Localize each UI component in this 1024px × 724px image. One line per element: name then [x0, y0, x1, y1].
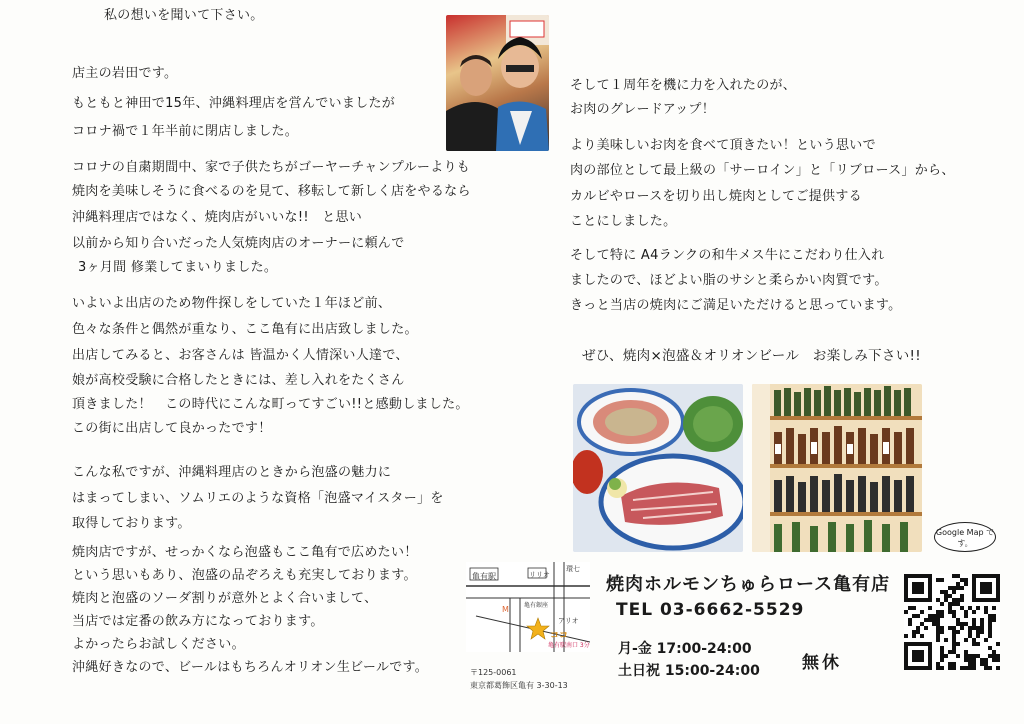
body-text: この街に出店して良かったです！: [72, 421, 272, 436]
body-text: 当店では定番の飲み方になっております。: [72, 614, 324, 629]
body-text: 頂きました！ この時代にこんな町ってすごい!!と感動しました。: [72, 397, 469, 412]
body-text: ことにしました。: [570, 214, 677, 229]
body-text: ましたので、ほどよい脂のサシと柔らかい肉質です。: [570, 273, 888, 288]
body-text: 娘が高校受験に合格したときには、差し入れをたくさん: [72, 373, 405, 388]
google-map-bubble: Google Map です。: [934, 522, 996, 552]
body-text: お肉のグレードアップ！: [570, 102, 716, 117]
body-text: 肉の部位として最上級の「サーロイン」と「リブロース」から、: [570, 163, 955, 178]
body-text: 沖縄料理店ではなく、焼肉店がいいな!! と思い: [72, 210, 363, 225]
body-text: そして１周年を機に力を入れたのが、: [570, 78, 797, 93]
body-text: いよいよ出店のため物件探しをしていた１年ほど前、: [72, 296, 392, 311]
map-lilio-label: リリオ: [529, 571, 550, 579]
body-text: 焼肉を美味しそうに食べるのを見て、移転して新しく店をやるなら: [72, 184, 471, 199]
map-sub-label: 亀有駅南口 3分: [548, 642, 590, 649]
mcdonalds-marker: M: [502, 605, 509, 614]
owner-photo-drawing: [446, 15, 549, 151]
shop-name: 焼肉ホルモンちゅらロース亀有店: [606, 574, 891, 595]
qr-code-drawing: [904, 574, 1000, 670]
meat-platter-photo: [573, 384, 743, 552]
map-ario-label: アリオ: [558, 617, 579, 625]
body-text: もともと神田で15年、沖縄料理店を営んでいましたが: [72, 96, 396, 111]
body-text: よかったらお試しください。: [72, 637, 245, 652]
shop-address: 東京都葛飾区亀有 3-30-13: [470, 681, 568, 690]
qr-code[interactable]: [904, 574, 1000, 670]
intro-text: 店主の岩田です。: [72, 66, 178, 81]
weekday-hours: 月-金 17:00-24:00: [618, 641, 752, 657]
body-text: はまってしまい、ソムリエのような資格「泡盛マイスター」を: [72, 491, 444, 506]
access-map: [466, 562, 590, 668]
body-text: カルビやロースを切り出し焼肉としてご提供する: [570, 189, 862, 204]
body-text: きっと当店の焼肉にご満足いただけると思っています。: [570, 298, 902, 313]
body-text: 色々な条件と偶然が重なり、ここ亀有に出店致しました。: [72, 322, 418, 337]
body-text: という思いもあり、泡盛の品ぞろえも充実しております。: [72, 568, 417, 583]
postal-code: 〒125-0061: [470, 668, 517, 677]
map-station-label: 亀有駅: [472, 572, 496, 581]
awamori-shelf-drawing: [752, 384, 922, 552]
weekend-hours: 土日祝 15:00-24:00: [618, 663, 760, 679]
body-text: そして特に A4ランクの和牛メス牛にこだわり仕入れ: [570, 248, 885, 263]
map-here-label: ココ: [550, 631, 569, 641]
awamori-shelf-photo: [752, 384, 922, 552]
meat-platter-drawing: [573, 384, 743, 552]
closing-text: ぜひ、焼肉×泡盛＆オリオンビール お楽しみ下さい!!: [582, 348, 921, 364]
body-text: こんな私ですが、沖縄料理店のときから泡盛の魅力に: [72, 465, 392, 480]
map-ginza-label: 亀有銀座: [524, 602, 549, 609]
body-text: 取得しております。: [72, 516, 191, 531]
body-text: コロナ禍で１年半前に閉店しました。: [72, 124, 299, 139]
body-text: 以前から知り合いだった人気焼肉店のオーナーに頼んで: [72, 236, 405, 251]
body-text: 沖縄好きなので、ビールはもちろんオリオン生ビールです。: [72, 660, 429, 675]
heading-text: 私の想いを聞いて下さい。: [104, 8, 264, 23]
closed-days: 無休: [802, 653, 842, 673]
map-kan7-label: 環七: [566, 565, 580, 573]
owner-photo: [446, 15, 549, 151]
body-text: より美味しいお肉を食べて頂きたい！という思いで: [570, 138, 876, 153]
body-text: 3ヶ月間 修業してまいりました。: [78, 260, 278, 275]
body-text: 焼肉と泡盛のソーダ割りが意外とよく合いまして、: [72, 591, 378, 606]
body-text: コロナの自粛期間中、家で子供たちがゴーヤーチャンプルーよりも: [72, 160, 471, 175]
body-text: 出店してみると、お客さんは 皆温かく人情深い人達で、: [72, 348, 409, 363]
body-text: 焼肉店ですが、せっかくなら泡盛もここ亀有で広めたい！: [72, 545, 418, 560]
shop-phone[interactable]: TEL 03-6662-5529: [616, 600, 805, 620]
